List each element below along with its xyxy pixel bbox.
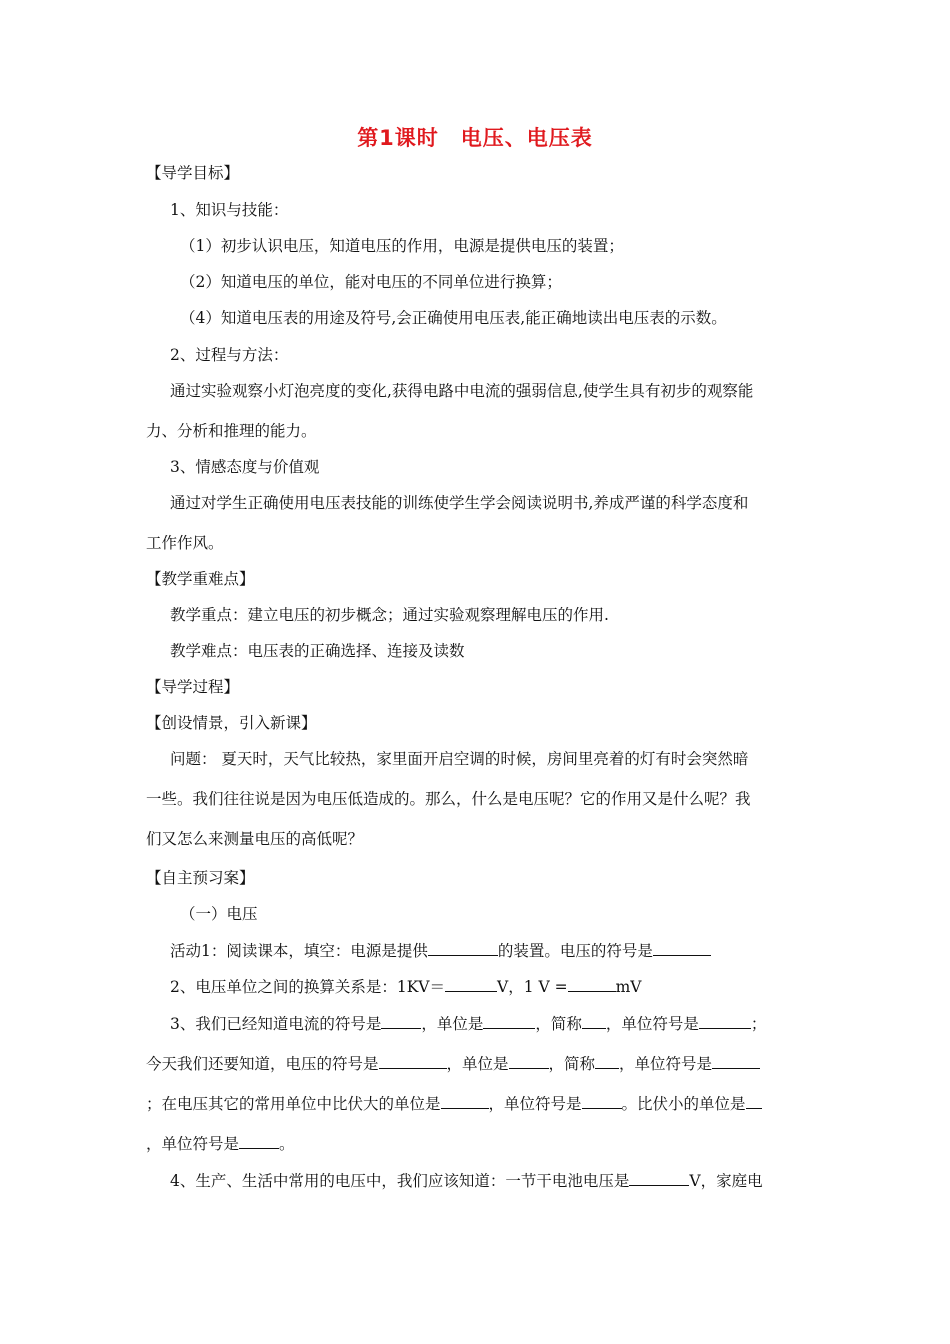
answer-blank[interactable] — [379, 1053, 447, 1069]
text-line: （4）知道电压表的用途及符号,会正确使用电压表,能正确地读出电压表的示数。 — [180, 309, 727, 327]
text-line: （2）知道电压的单位，能对电压的不同单位进行换算； — [180, 273, 562, 291]
text-line: 教学重点：建立电压的初步概念；通过实验观察理解电压的作用. — [170, 606, 609, 624]
answer-blank[interactable] — [595, 1053, 619, 1069]
fill-line-question-3b: 今天我们还要知道，电压的符号是 ，单位是 ，简称 ，单位符号是 — [146, 1053, 760, 1074]
answer-blank[interactable] — [568, 976, 616, 992]
fill-line-question-3c: ；在电压其它的常用单位中比伏大的单位是 ，单位符号是 。比伏小的单位是 — [146, 1093, 762, 1114]
text-line: 2、过程与方法： — [170, 346, 289, 364]
fill-line-question-2: 2、电压单位之间的换算关系是：1KV＝ V，1 V = mV — [170, 978, 642, 996]
answer-blank[interactable] — [582, 1013, 606, 1029]
section-header-scenario: 【创设情景，引入新课】 — [146, 714, 317, 732]
answer-blank[interactable] — [582, 1093, 622, 1109]
text-line: （1）初步认识电压，知道电压的作用，电源是提供电压的装置； — [180, 237, 624, 255]
text-line: 通过实验观察小灯泡亮度的变化,获得电路中电流的强弱信息,使学生具有初步的观察能 — [170, 382, 754, 400]
answer-blank[interactable] — [239, 1133, 279, 1149]
answer-blank[interactable] — [445, 976, 497, 992]
answer-blank[interactable] — [712, 1053, 760, 1069]
fill-line-question-3a: 3、我们已经知道电流的符号是 ，单位是 ，简称 ，单位符号是 ； — [170, 1015, 767, 1033]
fill-line-activity-1: 活动1：阅读课本，填空：电源是提供 的装置。电压的符号是 — [170, 940, 711, 961]
text-line: 问题： 夏天时，天气比较热，家里面开启空调的时候，房间里亮着的灯有时会突然暗 — [170, 750, 749, 768]
section-header-goals: 【导学目标】 — [146, 164, 240, 182]
answer-blank[interactable] — [699, 1013, 751, 1029]
answer-blank[interactable] — [653, 940, 711, 956]
answer-blank[interactable] — [483, 1013, 535, 1029]
section-header-preview: 【自主预习案】 — [146, 869, 255, 887]
text-line: 一些。我们往往说是因为电压低造成的。那么，什么是电压呢？它的作用又是什么呢？我 — [146, 790, 751, 808]
text-line: 1、知识与技能： — [170, 201, 289, 219]
page-title: 第1课时 电压、电压表 — [357, 126, 593, 150]
text-line: 力、分析和推理的能力。 — [146, 422, 317, 440]
fill-line-question-3d: ，单位符号是 。 — [146, 1135, 295, 1153]
text-line: （一）电压 — [180, 905, 258, 923]
section-header-process: 【导学过程】 — [146, 678, 240, 696]
answer-blank[interactable] — [428, 940, 498, 956]
text-line: 3、情感态度与价值观 — [170, 458, 320, 476]
text-line: 们又怎么来测量电压的高低呢？ — [146, 830, 364, 848]
text-line: 教学难点：电压表的正确选择、连接及读数 — [170, 642, 465, 660]
answer-blank[interactable] — [441, 1093, 489, 1109]
answer-blank[interactable] — [629, 1170, 689, 1186]
fill-line-question-4: 4、生产、生活中常用的电压中，我们应该知道：一节干电池电压是 V，家庭电 — [170, 1172, 763, 1190]
answer-blank[interactable] — [509, 1053, 549, 1069]
text-line: 通过对学生正确使用电压表技能的训练使学生学会阅读说明书,养成严谨的科学态度和 — [170, 494, 749, 512]
answer-blank[interactable] — [746, 1093, 762, 1109]
answer-blank[interactable] — [381, 1013, 421, 1029]
text-line: 工作作风。 — [146, 534, 224, 552]
section-header-key-points: 【教学重难点】 — [146, 570, 255, 588]
